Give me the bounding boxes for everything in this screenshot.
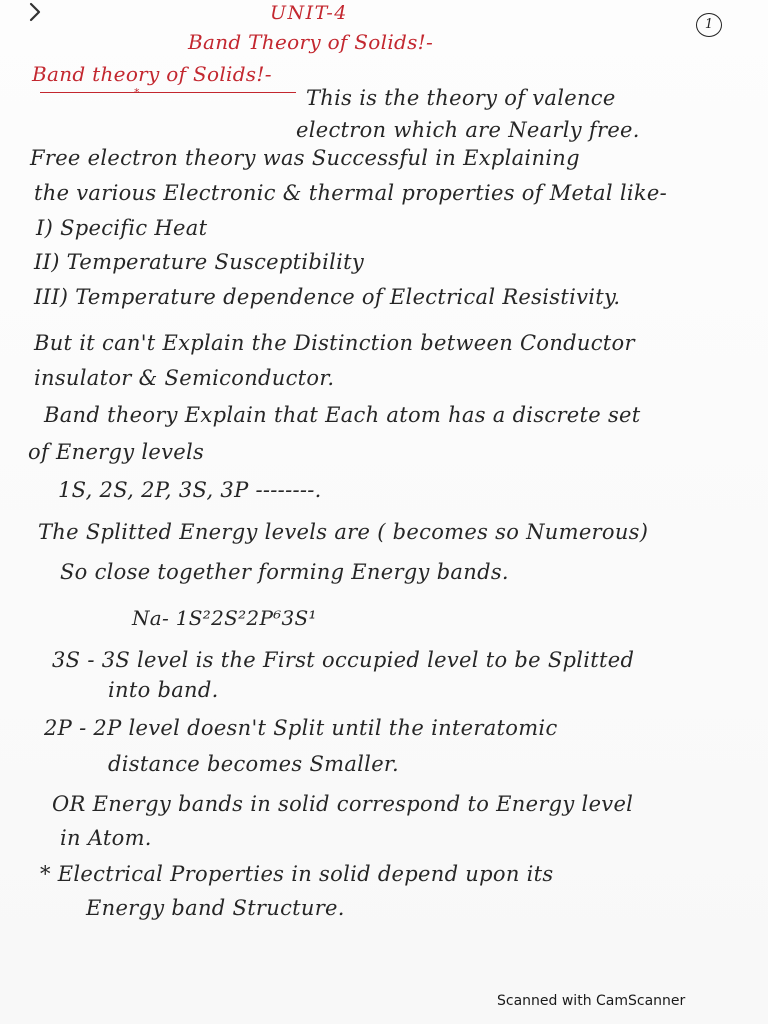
page-number: 1 [696,13,722,37]
paragraph-line: Free electron theory was Successful in Explaining [30,146,580,170]
paragraph-line: the various Electronic & thermal properties of Metal like- [34,181,668,205]
chapter-title: Band Theory of Solids!- [188,30,434,54]
section-heading: Band theory of Solids!- [32,62,272,86]
paragraph-line: Energy band Structure. [86,896,345,920]
paragraph-line: * Electrical Properties in solid depend upon its [40,862,554,886]
unit-title: UNIT-4 [270,2,348,24]
scanner-watermark: Scanned with CamScanner [497,993,686,1009]
paragraph-line: into band. [108,678,219,702]
paragraph-line: insulator & Semiconductor. [34,366,335,390]
paragraph-line: 3S - 3S level is the First occupied level to be Splitted [52,648,635,672]
paragraph-line: distance becomes Smaller. [108,752,399,776]
list-item: I) Specific Heat [36,216,208,240]
electron-configuration: Na- 1S²2S²2P⁶3S¹ [132,606,317,630]
definition-line: electron which are Nearly free. [296,118,640,142]
paragraph-line: Band theory Explain that Each atom has a discrete set [44,403,641,427]
heading-star-mark: * [134,86,140,99]
paragraph-line: OR Energy bands in solid correspond to Energy level [52,792,634,816]
list-item: III) Temperature dependence of Electrical Resistivity. [34,285,621,309]
paragraph-line: of Energy levels [28,440,205,464]
paragraph-line: So close together forming Energy bands. [60,560,509,584]
energy-levels-line: 1S, 2S, 2P, 3S, 3P --------. [58,478,322,502]
heading-underline [40,92,296,93]
list-item: II) Temperature Susceptibility [34,250,365,274]
staple-mark-icon [28,2,42,22]
paragraph-line: But it can't Explain the Distinction between Conductor [34,331,635,355]
definition-line: This is the theory of valence [306,86,616,110]
paragraph-line: in Atom. [60,826,152,850]
paragraph-line: The Splitted Energy levels are ( becomes so Numerous) [38,520,649,544]
paragraph-line: 2P - 2P level doesn't Split until the interatomic [44,716,558,740]
